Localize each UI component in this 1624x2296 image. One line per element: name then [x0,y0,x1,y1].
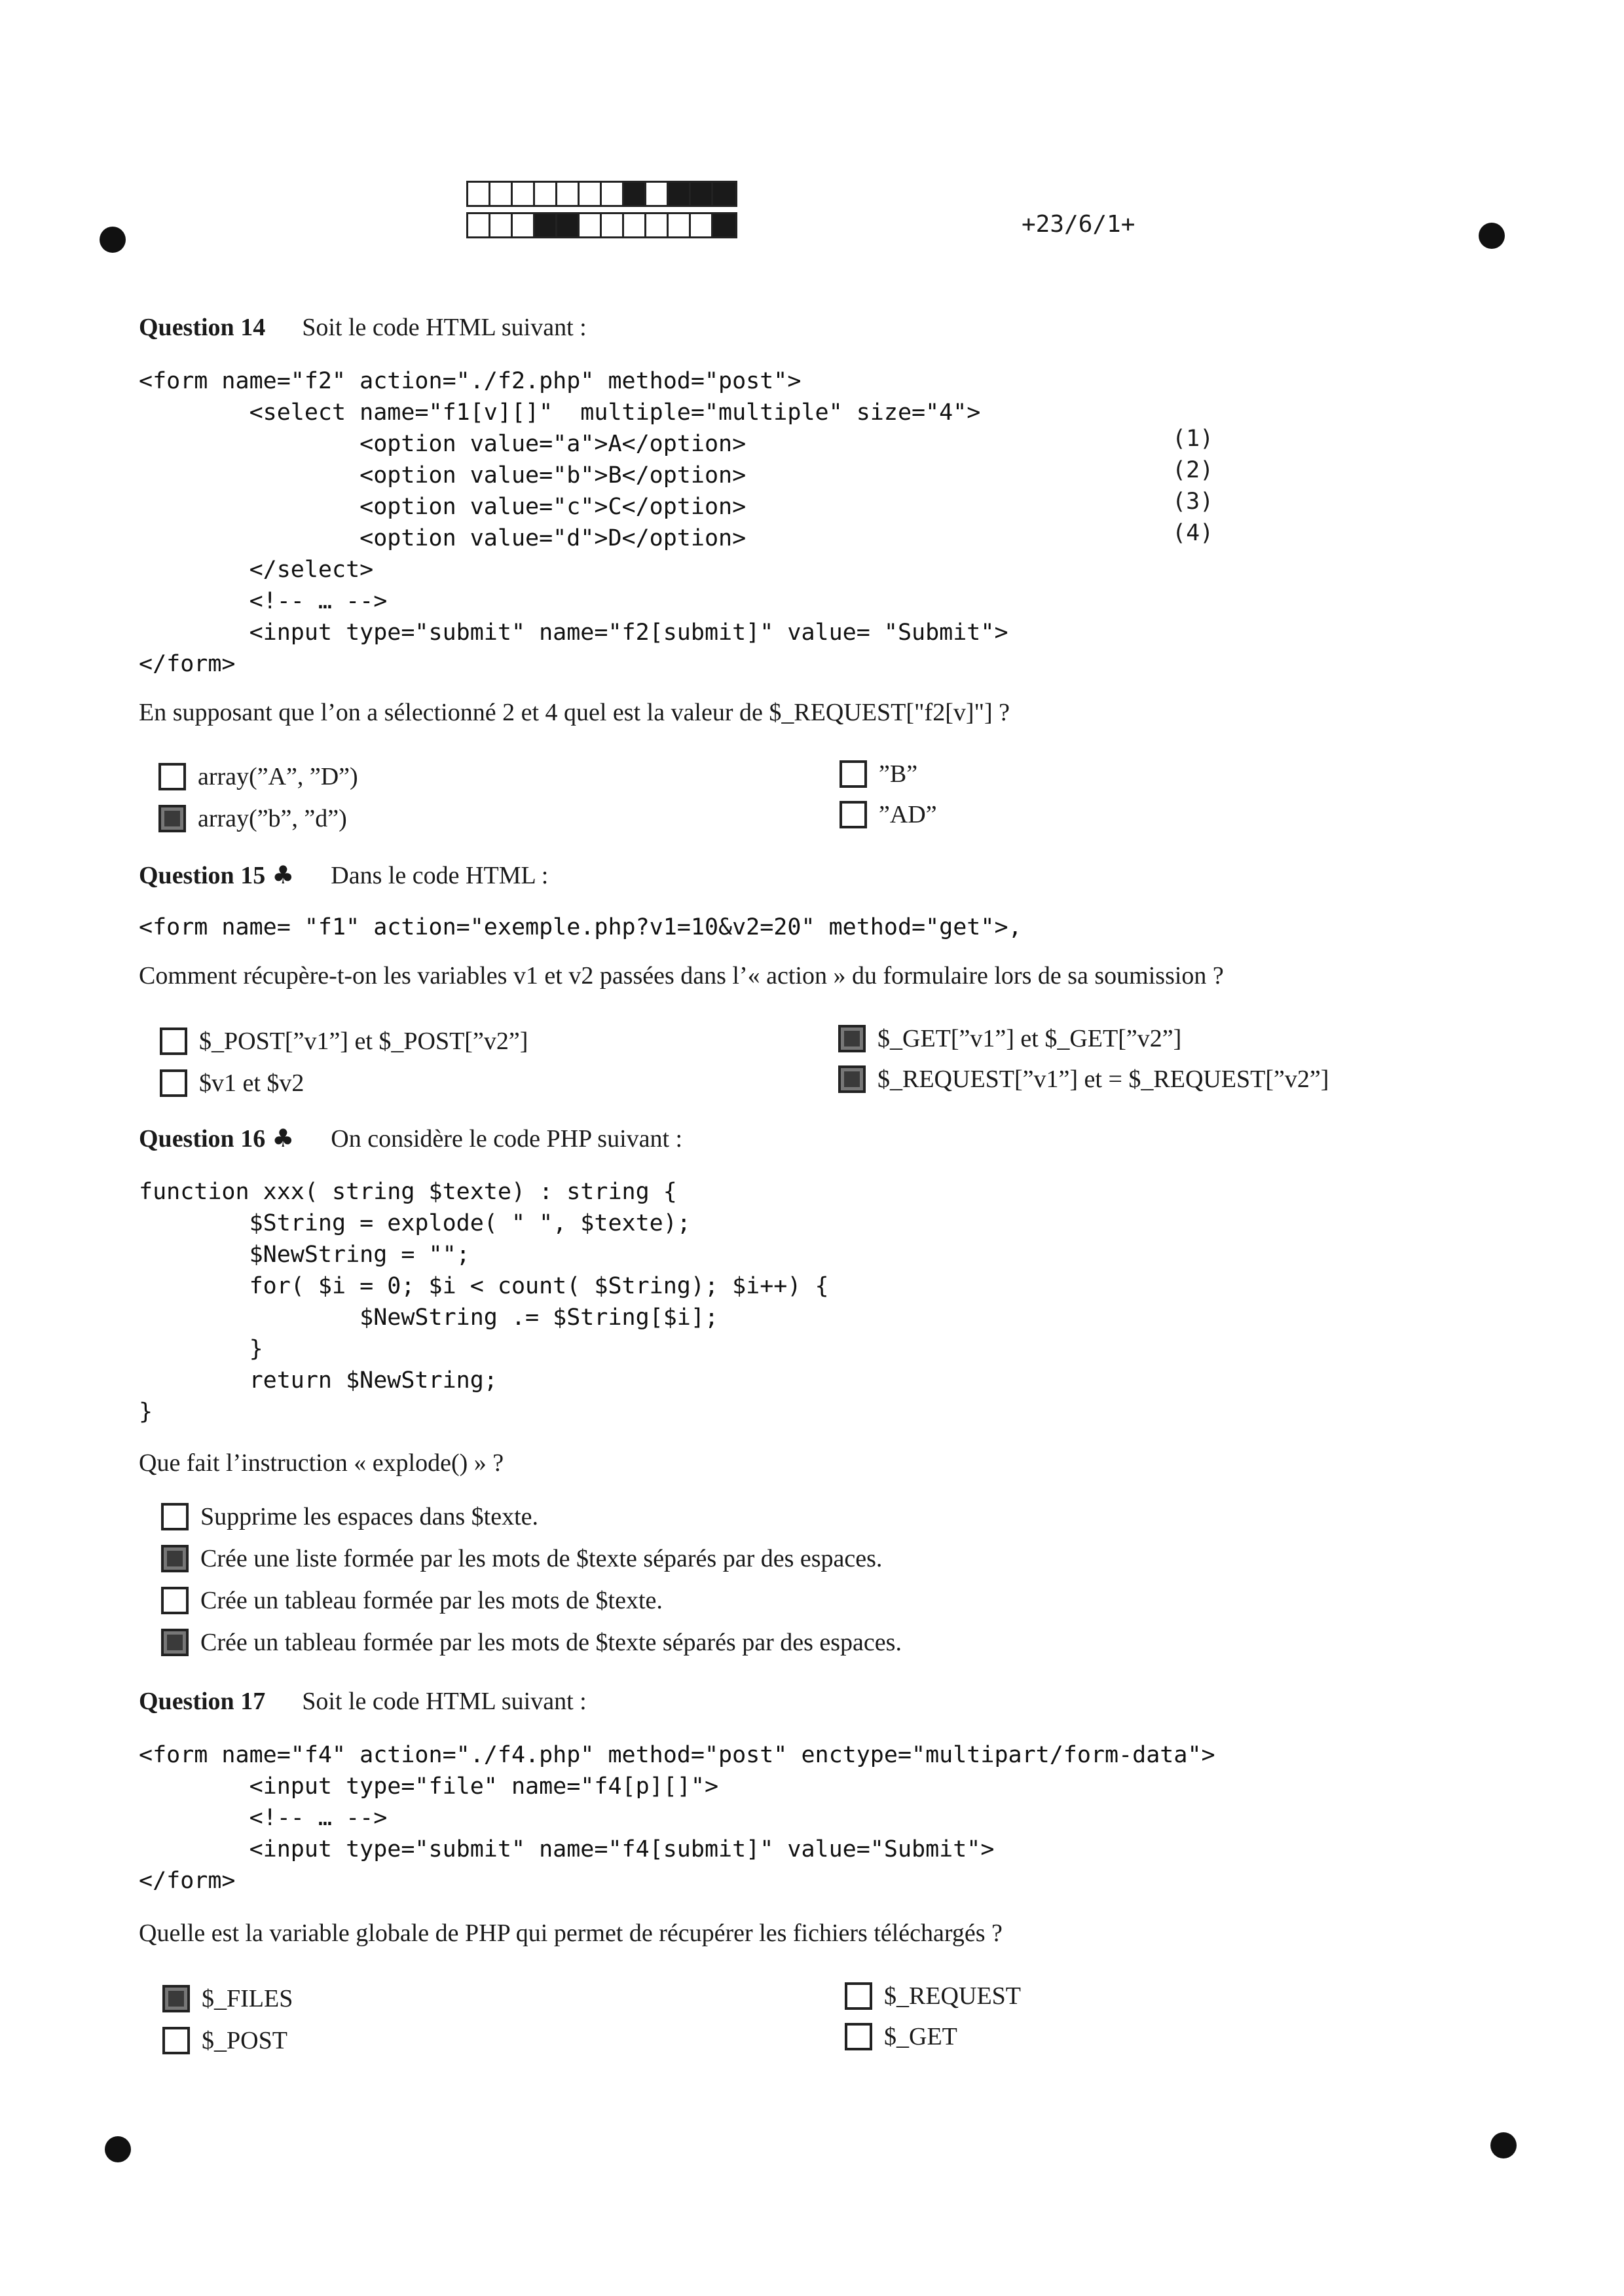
answer-option[interactable] [161,1502,538,1531]
question-title: Soit le code HTML suivant : [302,314,587,341]
answer-option[interactable] [158,762,358,791]
answer-option[interactable] [160,1027,528,1056]
club-icon: ♣ [272,861,295,889]
question-title: On considère le code PHP suivant : [331,1125,683,1153]
answer-label: Crée une liste formée par les mots de $texte séparés par des espaces. [200,1545,883,1572]
question-title: Soit le code HTML suivant : [302,1688,587,1715]
answer-label: $_FILES [202,1985,293,2012]
checkbox-checked[interactable] [161,1545,189,1572]
answer-label: $_GET[”v1”] et $_GET[”v2”] [877,1025,1182,1052]
question-14-code: <form name="f2" action="./f2.php" method="post"> <select name="f1[v][]" multiple="multiple" size="4"> <option value="a">A</option> <option value="b">B</option> <option value="c">C</option> <option value="d">D</option> </select> <!-- … --> <input type="submit" name="f2[submit]" value= "Submit"> </form> [139,368,1008,677]
checkbox[interactable] [160,1069,187,1097]
question-16-header [139,1124,682,1153]
answer-label: Supprime les espaces dans $texte. [200,1503,539,1530]
answer-label: ”B” [879,760,918,788]
line-number: (2) [1172,457,1214,483]
checkbox-checked[interactable] [161,1629,189,1656]
page-id: +23/6/1+ [1022,211,1135,238]
answer-label: $v1 et $v2 [199,1069,304,1097]
question-15-header [139,861,548,890]
barcode-row-2 [466,212,737,238]
answer-option[interactable] [838,1024,1181,1053]
checkbox-checked[interactable] [162,1985,190,2012]
answer-label: array(”b”, ”d”) [198,805,347,832]
checkbox[interactable] [158,763,186,790]
question-17-code: <form name="f4" action="./f4.php" method="post" enctype="multipart/form-data"> <input type="file" name="f4[p][]"> <!-- … --> <input type="submit" name="f4[submit]" value="Submit"> </form> [139,1742,1215,1894]
answer-option[interactable] [845,2022,957,2051]
answer-option[interactable] [840,800,937,829]
answer-option[interactable] [160,1069,304,1098]
checkbox[interactable] [840,760,867,788]
question-15-code: <form name= "f1" action="exemple.php?v1=10&v2=20" method="get">, [139,914,1022,940]
registration-mark-bottom-right [1490,2132,1517,2158]
checkbox[interactable] [160,1028,187,1055]
checkbox[interactable] [161,1503,189,1530]
answer-label: Crée un tableau formée par les mots de $texte séparés par des espaces. [200,1629,902,1656]
line-number: (3) [1172,489,1214,515]
answer-option[interactable] [845,1982,1021,2010]
answer-label: $_REQUEST [884,1982,1021,2010]
question-14-header [139,313,587,342]
question-number: Question 16 [139,1125,266,1153]
question-17-prompt: Quelle est la variable globale de PHP qui permet de récupérer les fichiers téléchargés ? [139,1919,1003,1947]
registration-mark-bottom-left [105,2136,131,2162]
checkbox-checked[interactable] [838,1065,866,1093]
answer-label: $_POST[”v1”] et $_POST[”v2”] [199,1028,528,1055]
answer-label: $_GET [884,2023,957,2050]
question-14-prompt: En supposant que l’on a sélectionné 2 et 4 quel est la valeur de $_REQUEST["f2[v]"] ? [139,699,1010,726]
club-icon: ♣ [272,1124,295,1153]
checkbox[interactable] [162,2027,190,2054]
answer-option[interactable] [838,1065,1329,1094]
question-number: Question 14 [139,314,266,341]
answer-option[interactable] [840,760,917,788]
line-number: (1) [1172,426,1214,452]
question-number: Question 17 [139,1688,266,1715]
answer-label: ”AD” [879,801,937,828]
registration-mark-top-right [1479,223,1505,249]
checkbox[interactable] [845,1982,872,2010]
line-number: (4) [1172,520,1214,546]
answer-label: array(”A”, ”D”) [198,763,358,790]
answer-label: Crée un tableau formée par les mots de $texte. [200,1587,663,1614]
checkbox[interactable] [845,2023,872,2050]
question-16-code: function xxx( string $texte) : string { $String = explode( " ", $texte); $NewString = ""; for( $i = 0; $i < count( $String); $i++) { $NewString .= $String[$i]; } return $NewString; } [139,1179,829,1425]
answer-option[interactable] [158,804,347,833]
question-16-prompt: Que fait l’instruction « explode() » ? [139,1449,504,1477]
registration-mark-top-left [100,227,126,253]
question-title: Dans le code HTML : [331,862,549,889]
checkbox-checked[interactable] [838,1025,866,1052]
answer-label: $_POST [202,2027,287,2054]
checkbox[interactable] [161,1587,189,1614]
question-15-prompt: Comment récupère-t-on les variables v1 et v2 passées dans l’« action » du formulaire lors de sa soumission ? [139,962,1224,990]
answer-option[interactable] [161,1544,882,1573]
barcode-row-1 [466,181,737,207]
question-number: Question 15 [139,862,266,889]
answer-option[interactable] [162,2026,287,2055]
answer-label: $_REQUEST[”v1”] et = $_REQUEST[”v2”] [877,1065,1329,1093]
answer-option[interactable] [161,1628,902,1657]
checkbox[interactable] [840,801,867,828]
answer-option[interactable] [162,1984,293,2013]
checkbox-checked[interactable] [158,805,186,832]
answer-option[interactable] [161,1586,663,1615]
question-17-header [139,1687,587,1716]
